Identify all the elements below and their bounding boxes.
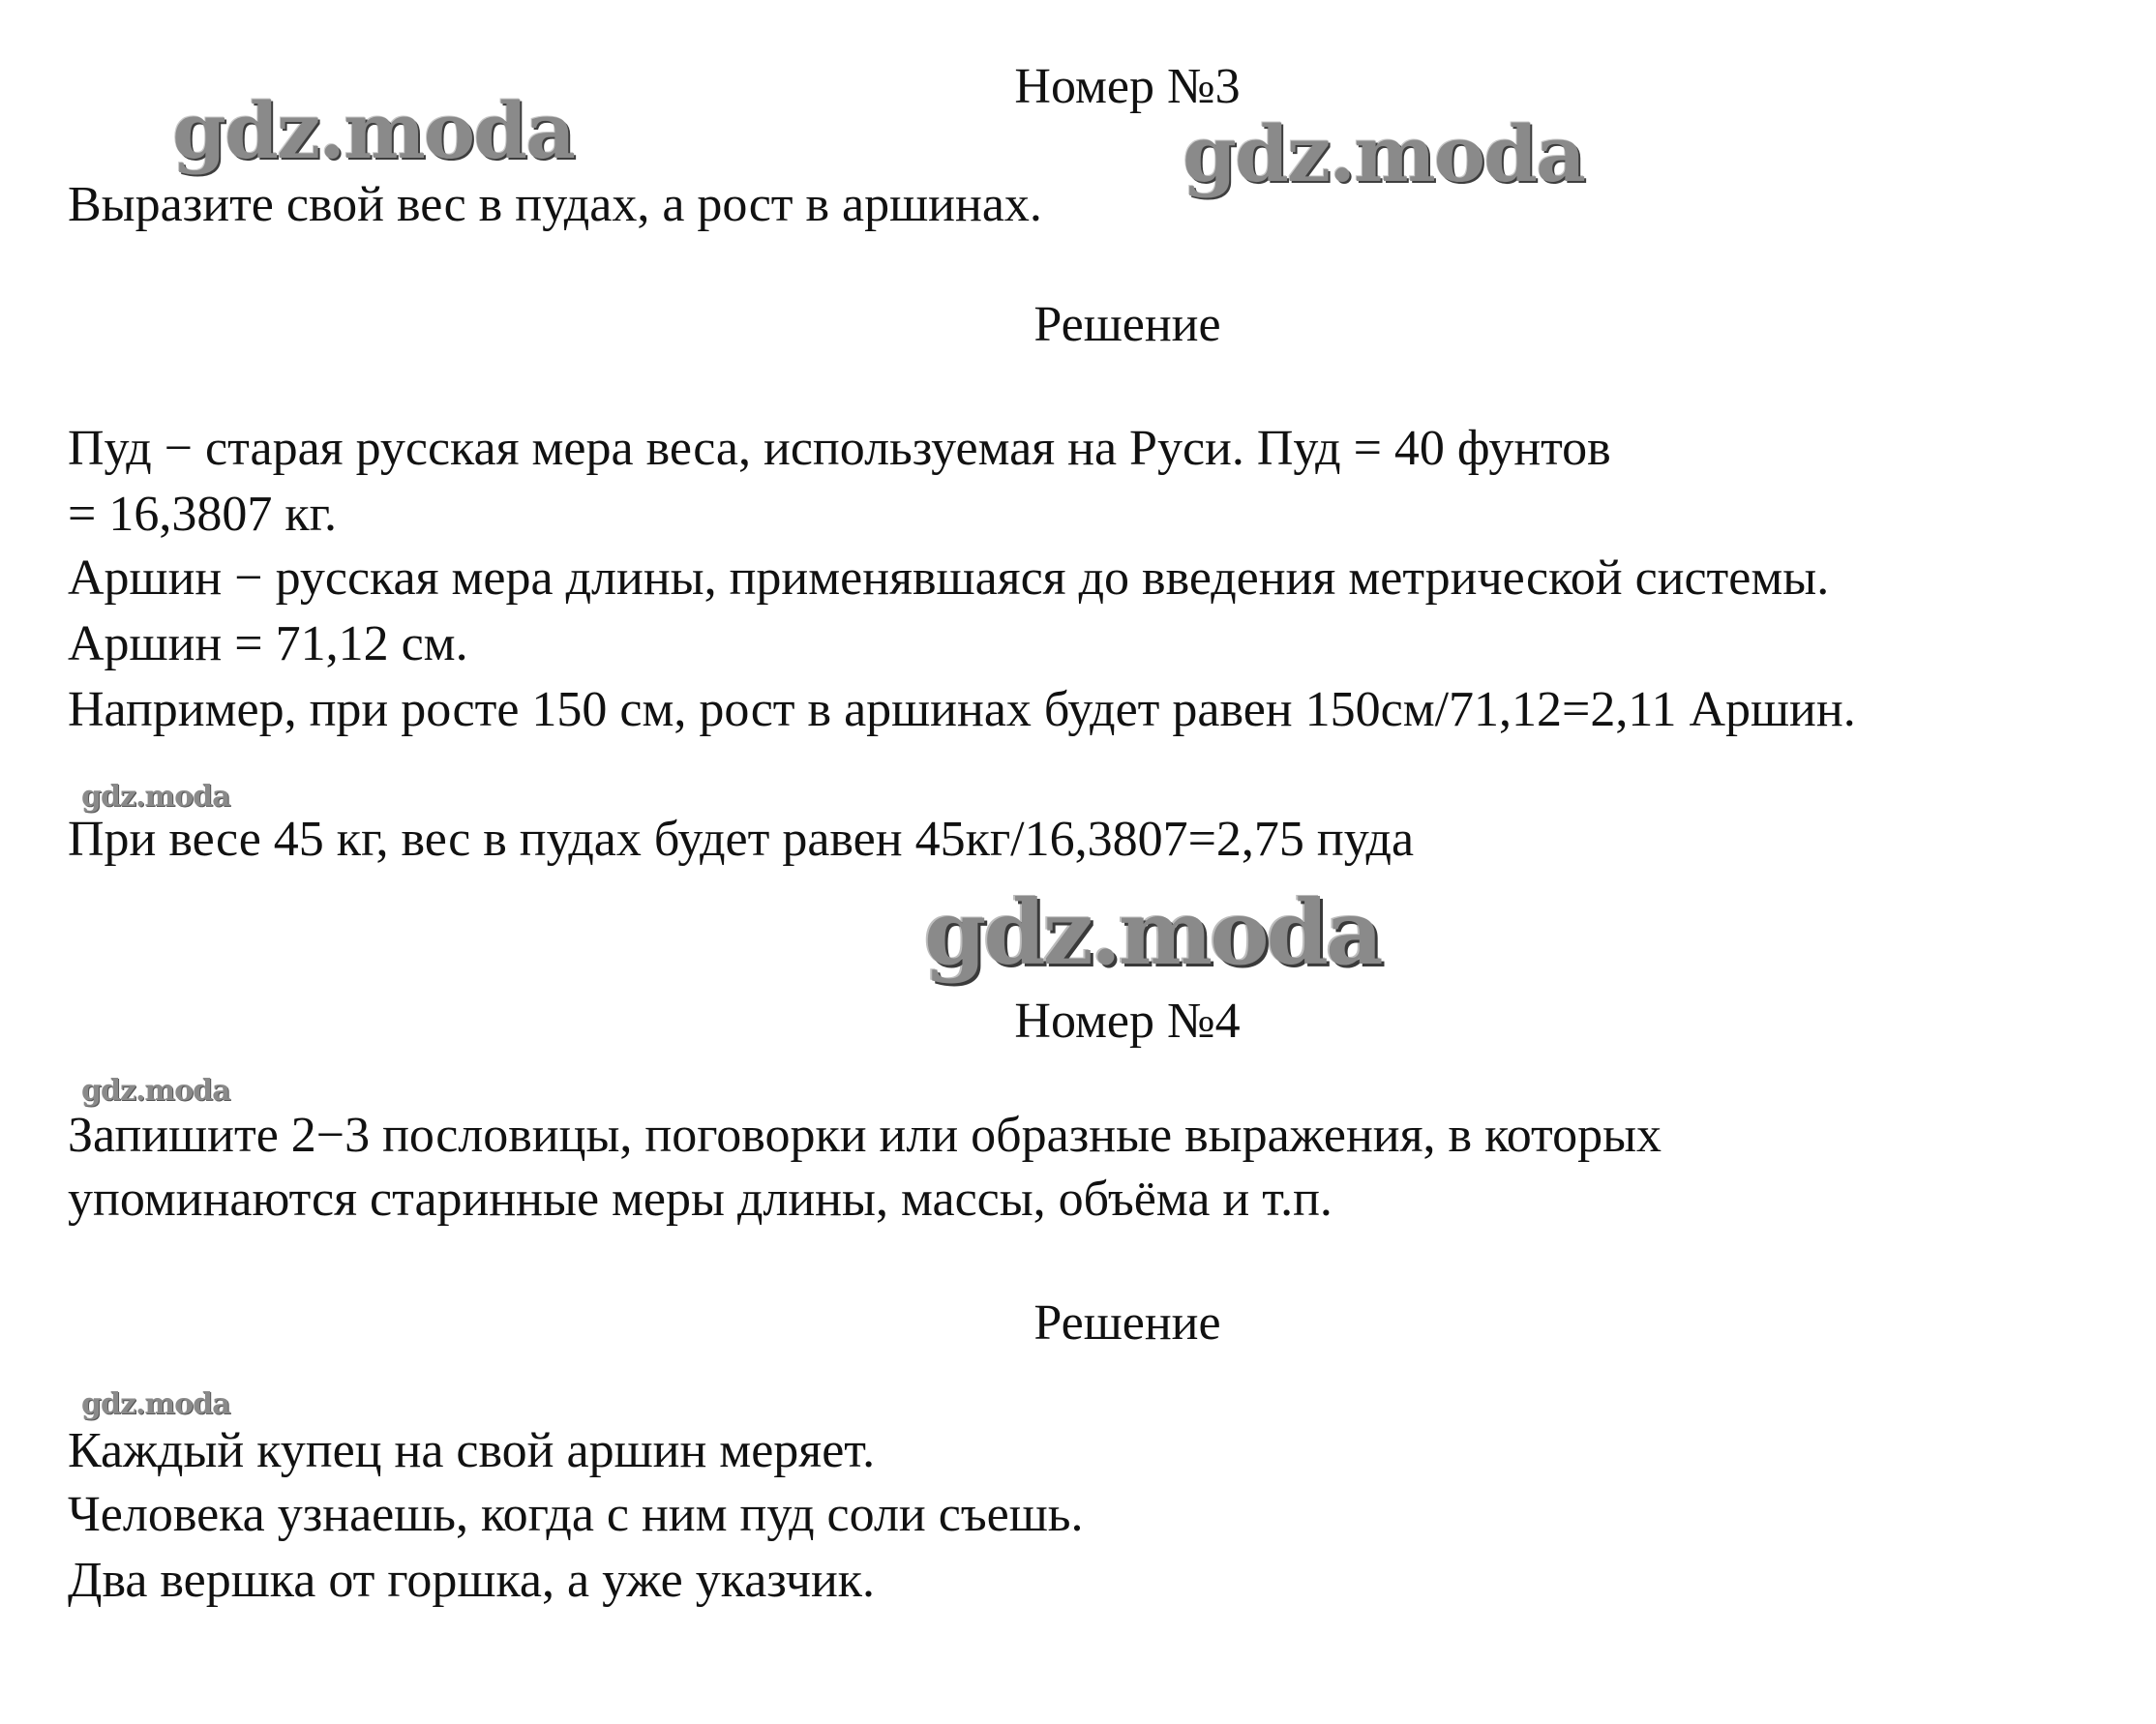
watermark-logo: gdz.moda — [81, 1387, 230, 1421]
task3-solution-line: Аршин = 71,12 см. — [68, 616, 468, 671]
task4-question-line: Запишите 2−3 пословицы, поговорки или образные выражения, в которых — [68, 1108, 1662, 1163]
task4-solution-heading: Решение — [1033, 1295, 1221, 1351]
task3-question: Выразите свой вес в пудах, а рост в аршинах. — [68, 177, 1042, 232]
task4-question-line: упоминаются старинные меры длины, массы, объёма и т.п. — [68, 1172, 1333, 1227]
watermark-logo: gdz.moda — [924, 880, 1381, 985]
watermark-logo: gdz.moda — [1183, 108, 1584, 199]
watermark-logo: gdz.moda — [81, 780, 230, 814]
task4-title: Номер №4 — [1014, 994, 1241, 1049]
task4-answer-line: Каждый купец на свой аршин меряет. — [68, 1423, 876, 1478]
task4-answer-line: Человека узнаешь, когда с ним пуд соли съешь. — [68, 1487, 1084, 1542]
task3-title: Номер №3 — [1014, 59, 1241, 114]
task3-solution-heading: Решение — [1033, 297, 1221, 352]
task3-solution-line: = 16,3807 кг. — [68, 487, 338, 542]
task4-answer-line: Два вершка от горшка, а уже указчик. — [68, 1553, 876, 1608]
watermark-logo: gdz.moda — [172, 85, 574, 176]
task3-solution-line: Пуд − старая русская мера веса, используемая на Руси. Пуд = 40 фунтов — [68, 421, 1611, 476]
watermark-logo: gdz.moda — [81, 1074, 230, 1108]
task3-solution-line: Например, при росте 150 см, рост в аршинах будет равен 150см/71,12=2,11 Аршин. — [68, 682, 1856, 737]
task3-solution-line: При весе 45 кг, вес в пудах будет равен 45кг/16,3807=2,75 пуда — [68, 812, 1415, 867]
task3-solution-line: Аршин − русская мера длины, применявшаяся до введения метрической системы. — [68, 550, 1830, 606]
